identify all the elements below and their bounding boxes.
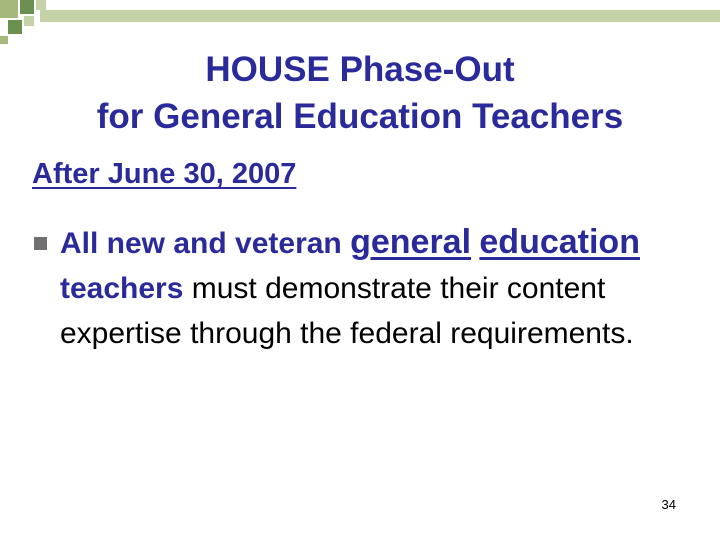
deco-block-2: [20, 0, 34, 14]
deco-block-6: [36, 0, 46, 10]
title-line-1: HOUSE Phase-Out: [205, 50, 515, 89]
bullet-item: [34, 220, 694, 356]
deco-block-1: [0, 0, 18, 18]
square-bullet-icon: [34, 237, 47, 250]
deco-bar: [40, 10, 720, 22]
deco-block-5: [0, 36, 8, 44]
deco-block-3: [8, 20, 22, 34]
deco-block-4: [24, 16, 34, 26]
bullet-rest: must demonstrate their content expertise through the federal requirements.: [60, 272, 634, 350]
page-number: 34: [661, 497, 676, 512]
bullet-keyword-education: education: [479, 223, 640, 261]
bullet-keyword-teachers: teachers: [60, 272, 184, 305]
bullet-lead: All new and veteran: [60, 227, 351, 260]
bullet-text: [60, 220, 694, 356]
title-line-2: for General Education Teachers: [96, 97, 624, 136]
slide-subtitle: After June 30, 2007: [32, 158, 297, 190]
bullet-keyword-general: general: [350, 223, 472, 261]
slide-title: [0, 46, 720, 140]
